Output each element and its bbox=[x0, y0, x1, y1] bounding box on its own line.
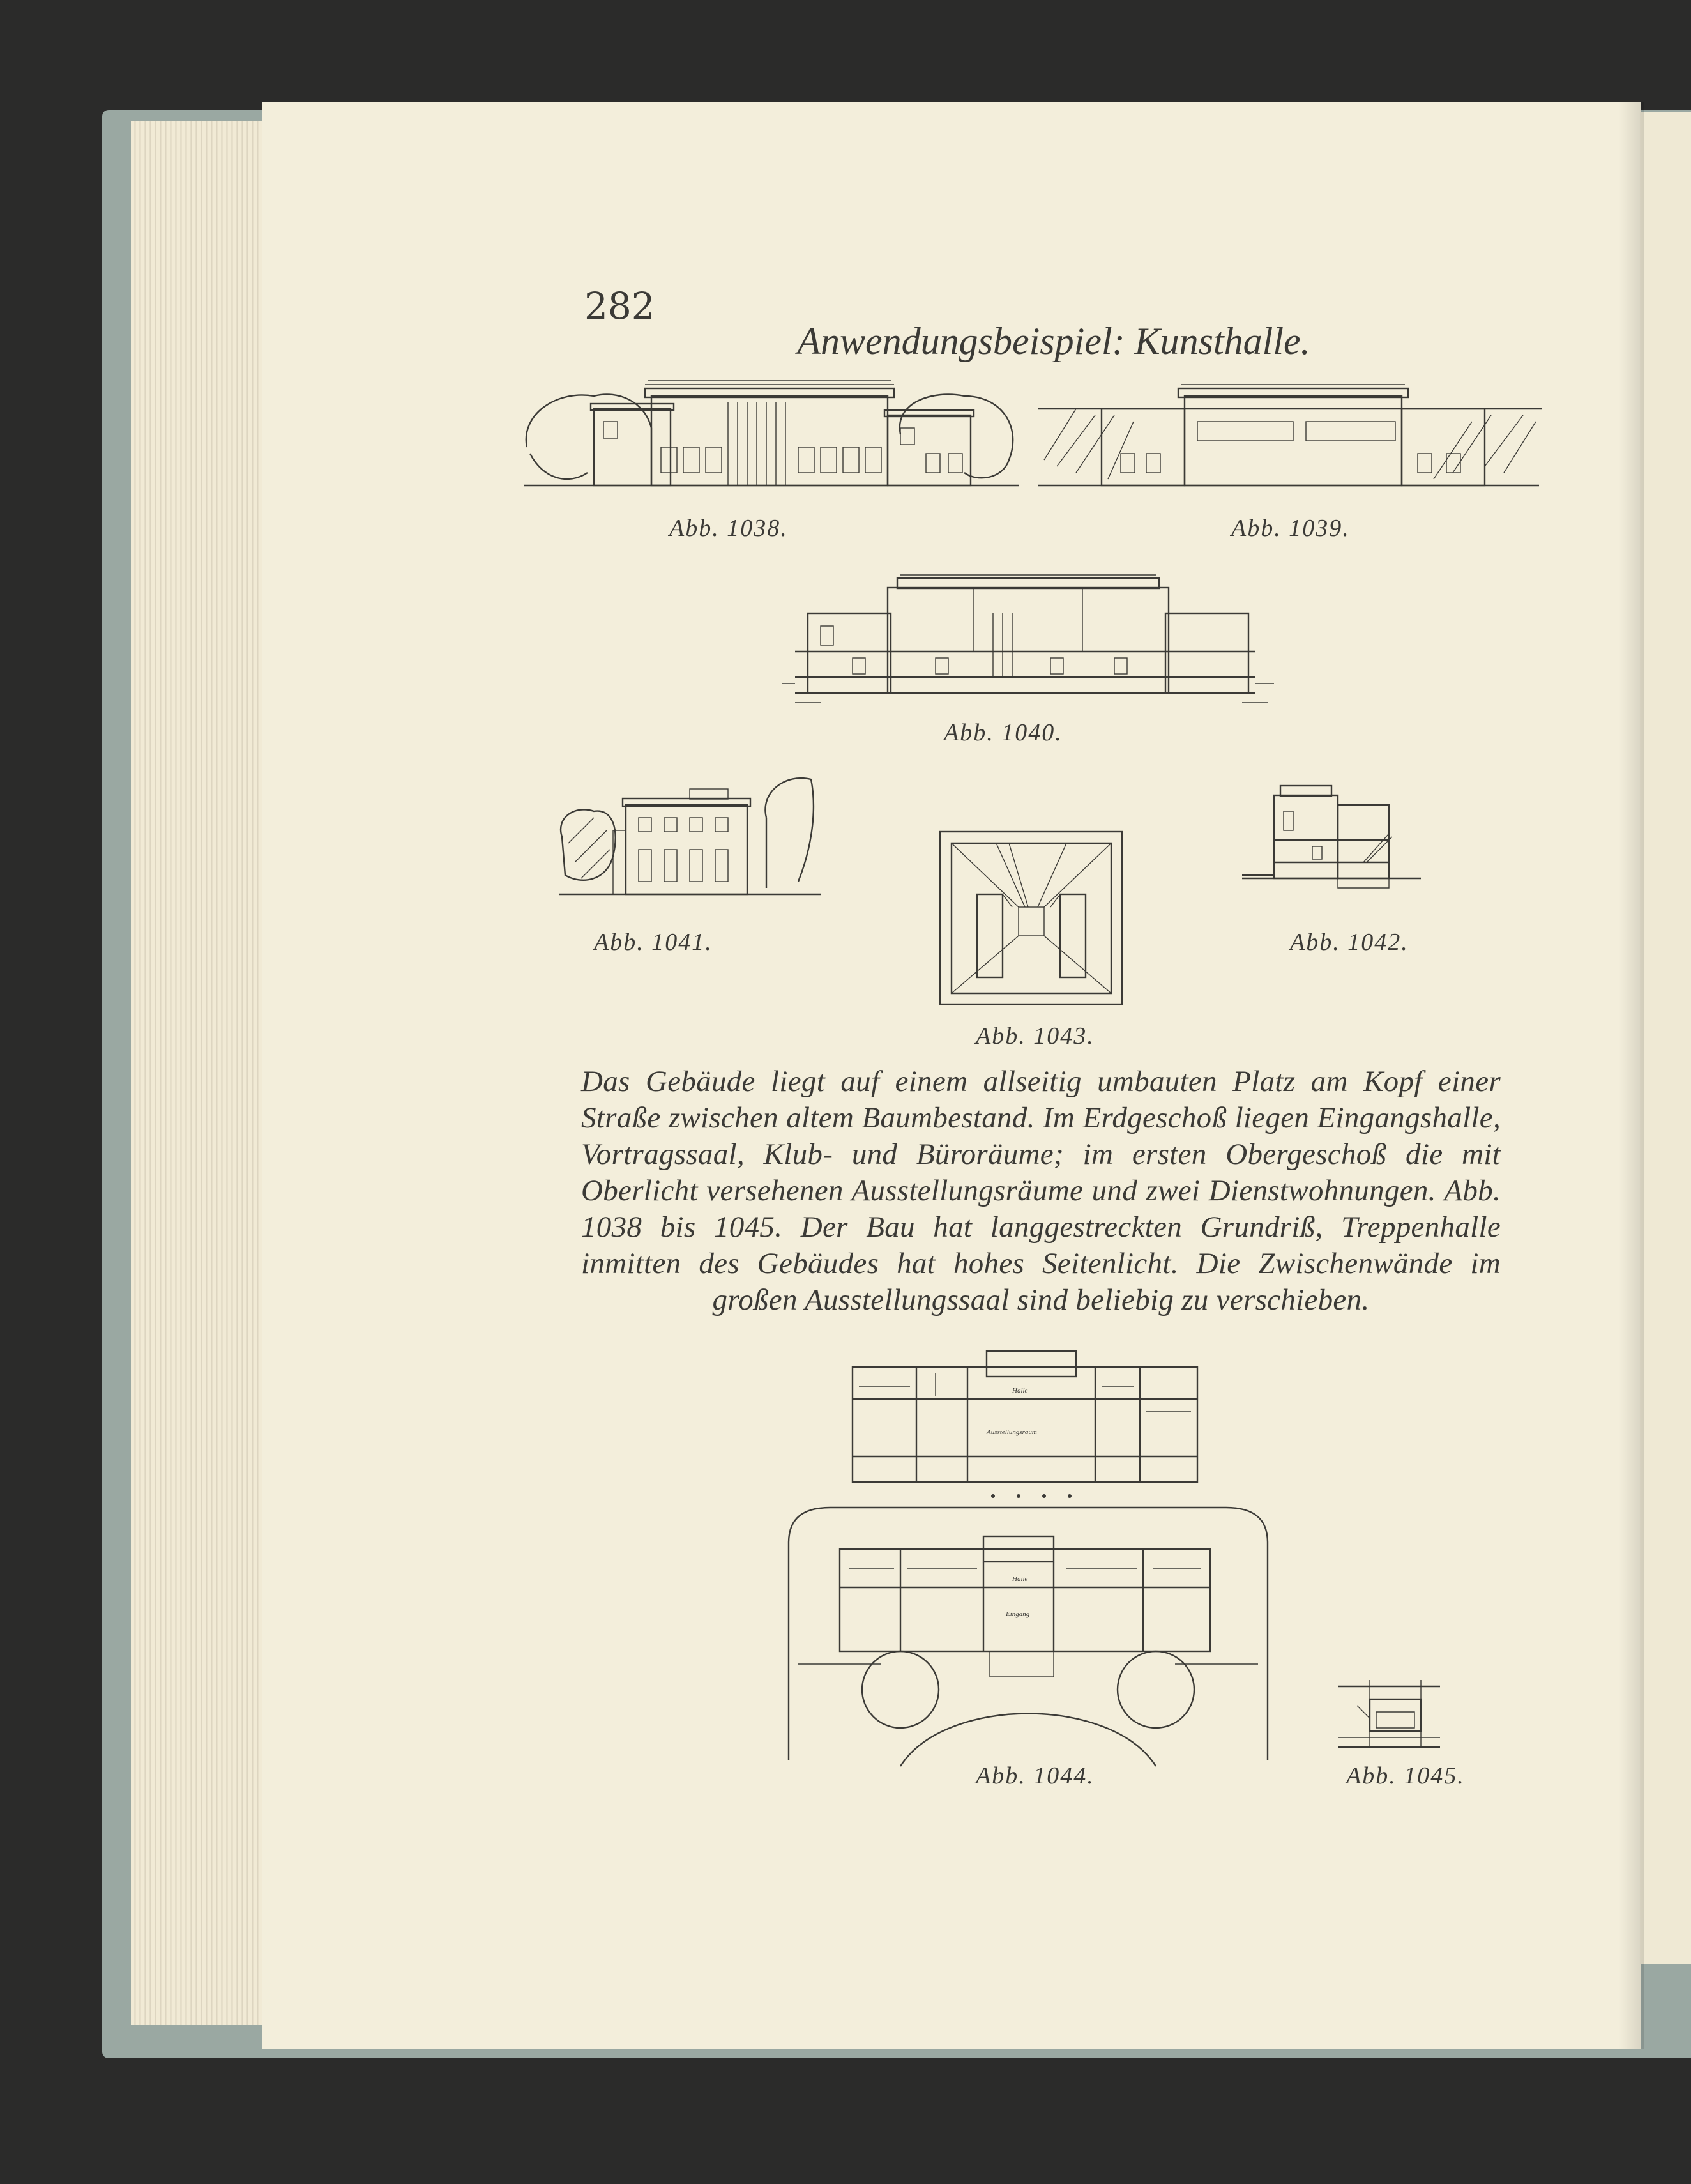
page-gutter bbox=[1619, 102, 1644, 2049]
figure-1042-section bbox=[1242, 783, 1427, 891]
figure-1045-site-detail bbox=[1338, 1667, 1440, 1750]
caption-abb-1044: Abb. 1044. bbox=[976, 1762, 1095, 1789]
figure-1044-ground-floor-plan bbox=[785, 1504, 1271, 1766]
svg-text:Halle: Halle bbox=[1012, 1575, 1028, 1583]
body-text: Das Gebäude liegt auf einem allseitig umbauten Platz am Kopf einer Straße zwischen altem Baumbestand. Im Erdgeschoß liegen Eingangshalle, Vortragssaal, Klub- und Büroräume; im ersten Obergeschoß die mit Oberlicht versehenen Ausstellungsräume und zwei Dienstwohnungen. Abb. 1038 bis 1045. Der Bau hat langgestreckten Grundriß, Treppenhalle inmitten des Gebäudes hat hohes Seitenlicht. Die Zwischenwände im großen Ausstellungssaal sind beliebig zu verschieben. bbox=[581, 1065, 1501, 1317]
svg-text:Eingang: Eingang bbox=[1006, 1610, 1030, 1618]
figure-1040-section bbox=[782, 575, 1274, 709]
figure-1041-elevation bbox=[556, 773, 824, 901]
caption-abb-1043: Abb. 1043. bbox=[976, 1023, 1095, 1050]
caption-abb-1039: Abb. 1039. bbox=[1231, 515, 1350, 542]
figure-1044-upper-floor-plan bbox=[840, 1348, 1210, 1501]
figure-1038-elevation bbox=[517, 377, 1022, 492]
caption-abb-1045: Abb. 1045. bbox=[1346, 1762, 1465, 1789]
caption-abb-1042: Abb. 1042. bbox=[1290, 929, 1409, 956]
caption-abb-1040: Abb. 1040. bbox=[944, 719, 1063, 746]
svg-text:Halle: Halle bbox=[1012, 1387, 1028, 1394]
caption-abb-1038: Abb. 1038. bbox=[669, 515, 788, 542]
figure-1039-elevation bbox=[1038, 383, 1542, 492]
facing-page-edge bbox=[1640, 112, 1691, 1964]
page-number: 282 bbox=[584, 284, 655, 328]
caption-abb-1041: Abb. 1041. bbox=[594, 929, 713, 956]
page-edges bbox=[131, 121, 268, 2025]
svg-text:Ausstellungsraum: Ausstellungsraum bbox=[987, 1428, 1037, 1436]
running-head: Anwendungsbeispiel: Kunsthalle. bbox=[797, 320, 1310, 362]
figure-1043-interior bbox=[939, 830, 1124, 1006]
